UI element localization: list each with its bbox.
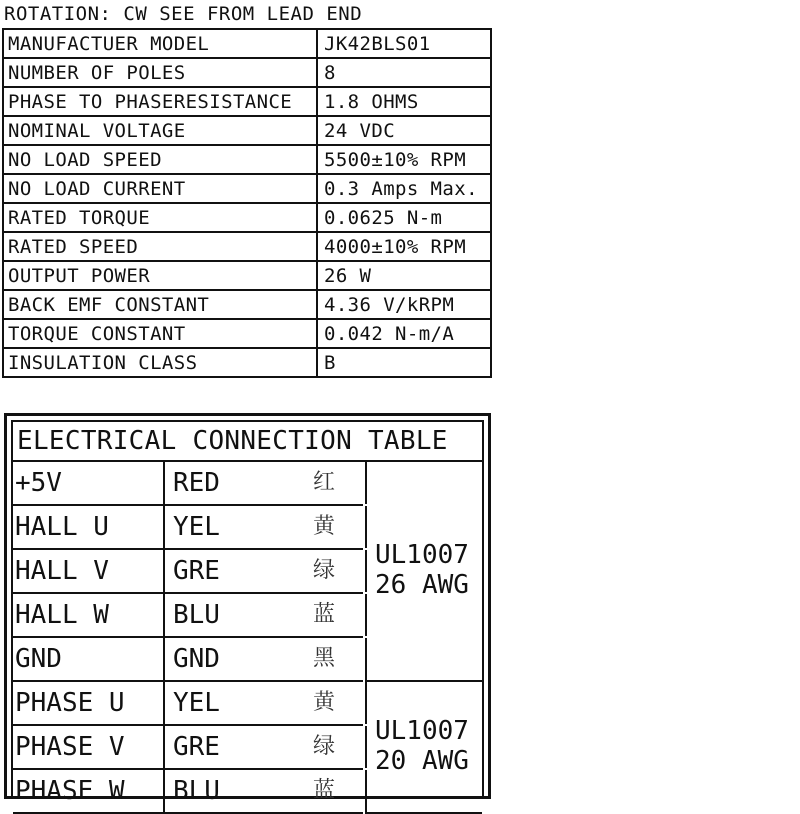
connection-row <box>13 682 363 726</box>
connection-row <box>13 638 363 682</box>
signal-name: GND <box>15 644 62 674</box>
spec-label: TORQUE CONSTANT <box>3 319 317 348</box>
spec-value: 8 <box>317 58 491 87</box>
spec-row <box>3 87 491 116</box>
spec-label: MANUFACTUER MODEL <box>3 29 317 58</box>
spec-value: 1.8 OHMS <box>317 87 491 116</box>
wire-color-cell <box>163 550 367 592</box>
wire-color-cell <box>163 770 367 812</box>
connection-table-title: ELECTRICAL CONNECTION TABLE <box>13 422 482 462</box>
spec-row <box>3 29 491 58</box>
spec-label: RATED SPEED <box>3 232 317 261</box>
wire-color-cell <box>163 594 367 636</box>
wire-color: GRE <box>173 556 220 586</box>
spec-label: NOMINAL VOLTAGE <box>3 116 317 145</box>
spec-label: INSULATION CLASS <box>3 348 317 377</box>
spec-value: 24 VDC <box>317 116 491 145</box>
wire-color-chinese: 蓝 <box>313 778 336 803</box>
signal-name: PHASE V <box>15 732 125 762</box>
wire-color-chinese: 红 <box>313 470 336 495</box>
spec-row <box>3 319 491 348</box>
spec-row <box>3 261 491 290</box>
spec-label: OUTPUT POWER <box>3 261 317 290</box>
spec-label: RATED TORQUE <box>3 203 317 232</box>
wire-color: GRE <box>173 732 220 762</box>
signal-name: +5V <box>15 468 62 498</box>
spec-value: 0.3 Amps Max. <box>317 174 491 203</box>
wire-color-chinese: 绿 <box>313 558 336 583</box>
wire-color-cell <box>163 462 367 504</box>
spec-row <box>3 290 491 319</box>
connection-row <box>13 594 363 638</box>
spec-table <box>2 28 492 378</box>
spec-value: JK42BLS01 <box>317 29 491 58</box>
spec-label: NUMBER OF POLES <box>3 58 317 87</box>
wire-color-cell <box>163 682 367 724</box>
signal-name: HALL V <box>15 556 109 586</box>
wire-color: YEL <box>173 512 220 542</box>
spec-row <box>3 232 491 261</box>
connection-row <box>13 770 363 814</box>
signal-name: HALL U <box>15 512 109 542</box>
signal-name: HALL W <box>15 600 109 630</box>
wire-color-cell <box>163 506 367 548</box>
wire-color: BLU <box>173 776 220 806</box>
wire-color-chinese: 黄 <box>313 514 336 539</box>
spec-row <box>3 58 491 87</box>
spec-value: 0.042 N-m/A <box>317 319 491 348</box>
spec-row <box>3 348 491 377</box>
wire-color-chinese: 绿 <box>313 734 336 759</box>
wire-gauge: 26 AWG <box>375 570 469 600</box>
connection-row <box>13 726 363 770</box>
wire-spec-cell <box>365 462 482 682</box>
connection-table <box>4 413 491 806</box>
wire-color-chinese: 蓝 <box>313 602 336 627</box>
spec-value: 5500±10% RPM <box>317 145 491 174</box>
spec-row <box>3 116 491 145</box>
spec-label: PHASE TO PHASERESISTANCE <box>3 87 317 116</box>
spec-label: NO LOAD CURRENT <box>3 174 317 203</box>
wire-type: UL1007 <box>375 716 469 746</box>
spec-row <box>3 145 491 174</box>
spec-label: NO LOAD SPEED <box>3 145 317 174</box>
connection-row <box>13 506 363 550</box>
spec-value: B <box>317 348 491 377</box>
spec-row <box>3 174 491 203</box>
signal-name: PHASE W <box>15 776 125 806</box>
wire-color-chinese: 黑 <box>313 646 336 671</box>
wire-color-cell <box>163 726 367 768</box>
spec-value: 4.36 V/kRPM <box>317 290 491 319</box>
wire-type: UL1007 <box>375 540 469 570</box>
wire-spec-cell <box>365 682 482 814</box>
connection-row <box>13 550 363 594</box>
wire-color: GND <box>173 644 220 674</box>
spec-label: BACK EMF CONSTANT <box>3 290 317 319</box>
wire-color-cell <box>163 638 367 680</box>
connection-row <box>13 462 363 506</box>
spec-value: 0.0625 N-m <box>317 203 491 232</box>
signal-name: PHASE U <box>15 688 125 718</box>
rotation-caption: ROTATION: CW SEE FROM LEAD END <box>4 3 363 25</box>
spec-row <box>3 203 491 232</box>
spec-value: 4000±10% RPM <box>317 232 491 261</box>
spec-value: 26 W <box>317 261 491 290</box>
wire-color: RED <box>173 468 220 498</box>
wire-color: YEL <box>173 688 220 718</box>
wire-gauge: 20 AWG <box>375 746 469 776</box>
wire-color: BLU <box>173 600 220 630</box>
wire-color-chinese: 黄 <box>313 690 336 715</box>
